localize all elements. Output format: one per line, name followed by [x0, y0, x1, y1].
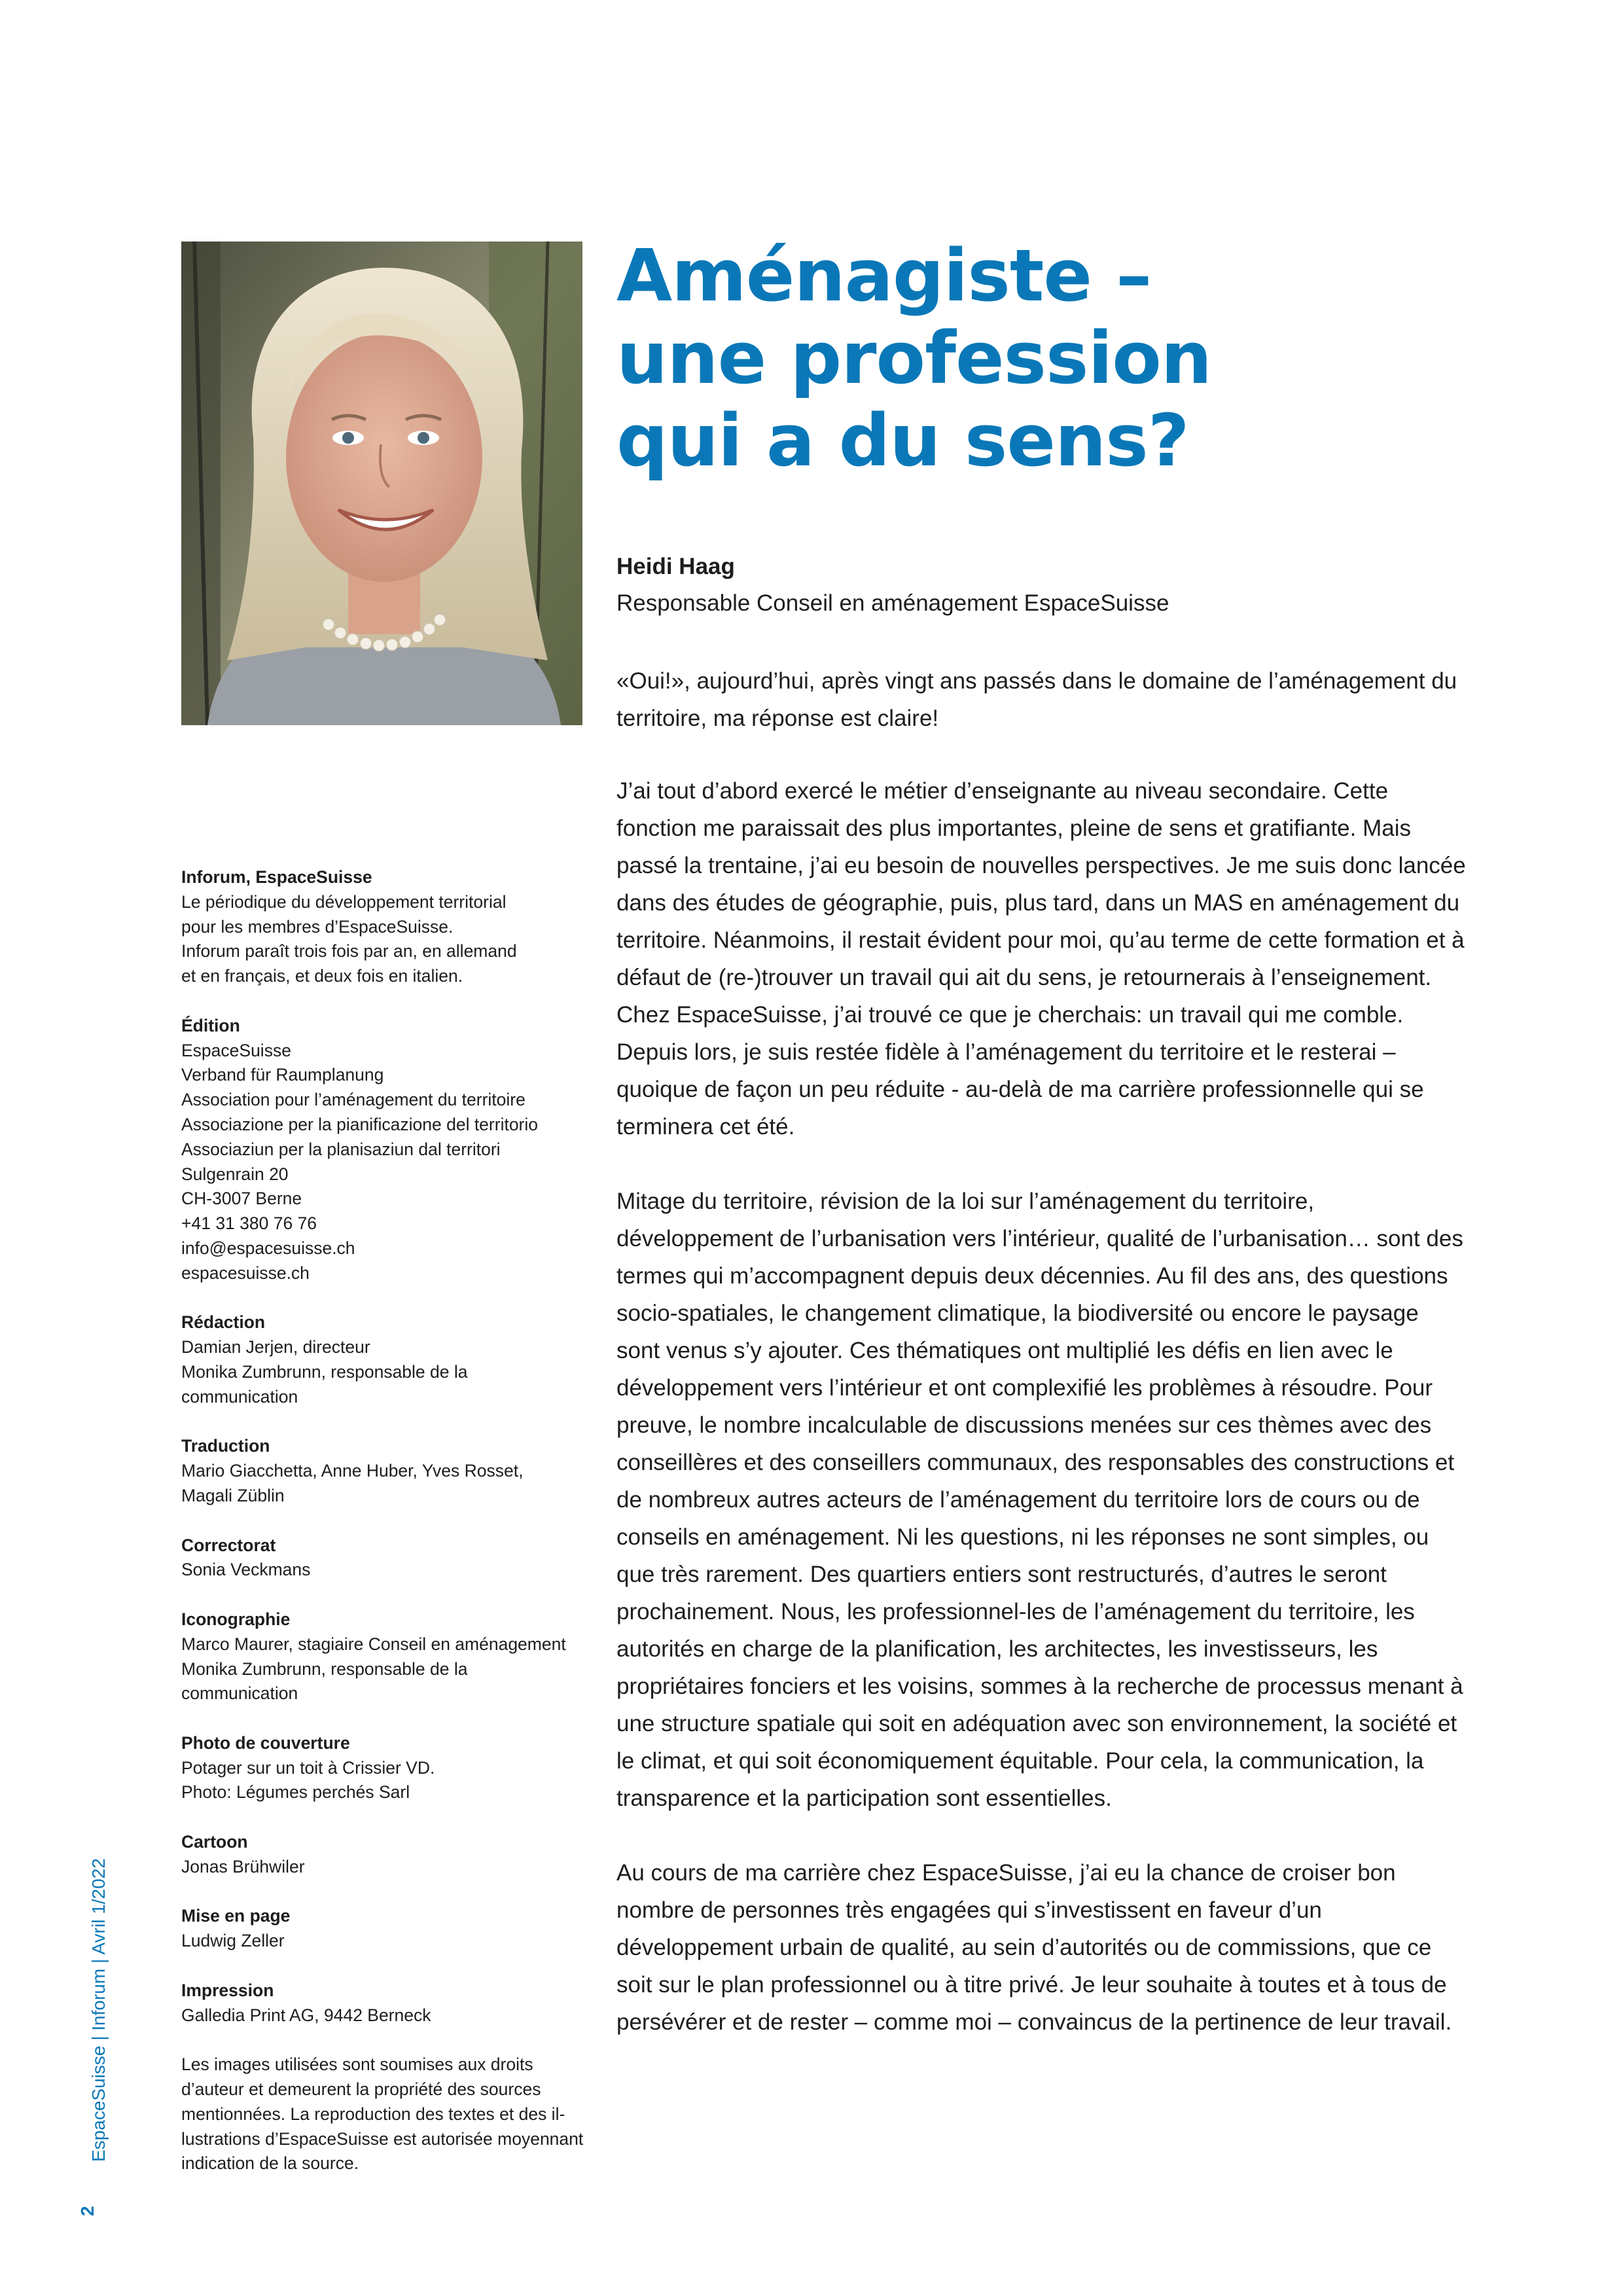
- author-name: Heidi Haag: [616, 554, 735, 579]
- article-body: [616, 772, 1467, 2078]
- impressum-column: [181, 865, 587, 2201]
- impressum-line: pour les membres d’EspaceSuisse.: [181, 916, 454, 937]
- impressum-line: espacesuisse.ch: [181, 1263, 310, 1283]
- impressum-line: Associaziun per la planisaziun dal territori: [181, 1139, 501, 1159]
- impressum-line: Sulgenrain 20: [181, 1164, 289, 1184]
- impressum-block: [181, 1904, 587, 1954]
- impressum-heading: Édition: [181, 1015, 240, 1035]
- title-line-3: qui a du sens?: [616, 399, 1189, 482]
- impressum-heading: Iconographie: [181, 1609, 291, 1629]
- body-paragraph: Au cours de ma carrière chez EspaceSuisse, j’ai eu la chance de croiser bon nombre de personnes très engagées qui s’investissent en faveur d’un développement urbain de qualité, au sein d’autorités ou de commissions, que ce soit sur le plan professionnel ou à titre privé. Je leur souhaite à toutes et à tous de persévérer et de rester – comme moi – convaincus de la pertinence de leur travail.: [616, 1860, 1452, 2035]
- impressum-line: d’auteur et demeurent la propriété des sources: [181, 2079, 541, 2100]
- body-paragraph: Mitage du territoire, révision de la loi sur l’aménagement du territoire, développement de l’urbanisation vers l’intérieur, qualité de l’urbanisation… sont des termes qui m’accompagnent depuis deux décennies. Au fil des ans, des questions socio-spatiales, le changement climatique, la biodiversité ou encore le paysage sont venus s’y ajouter. Ces thématiques ont multiplié les défis en lien avec le développement vers l’intérieur et ont complexifié les problèmes à résoudre. Pour preuve, le nombre incalculable de discussions menées sur ces thèmes avec des conseillères et des conseillers communaux, des responsables des constructions et de nombreux autres acteurs de l’aménagement du territoire lors de cours ou de conseils en aménagement. Ni les questions, ni les réponses ne sont simples, ou que très rarement. Des quartiers entiers sont restructurés, d’autres le seront prochainement. Nous, les professionnel-les de l’aménagement du territoire, les autorités en charge de la planification, les architectes, les investisseurs, les propriétaires fonciers et les voisins, sommes à la recherche de processus menant à une structure spatiale qui soit en adéquation avec son environnement, la société et le climat, et qui soit économiquement équitable. Pour cela, la communication, la transparence et la participation sont essentielles.: [616, 1189, 1463, 1811]
- portrait-illustration: [181, 242, 582, 725]
- impressum-block: [181, 2053, 587, 2176]
- impressum-block: [181, 1434, 587, 1508]
- impressum-block: [181, 1014, 587, 1286]
- impressum-line: Association pour l’aménagement du territoire: [181, 1090, 526, 1110]
- impressum-heading: Impression: [181, 1980, 274, 2000]
- impressum-line: indication de la source.: [181, 2153, 359, 2174]
- impressum-line: Verband für Raumplanung: [181, 1065, 384, 1085]
- impressum-line: Monika Zumbrunn, responsable de la: [181, 1659, 468, 1679]
- impressum-line: info@espacesuisse.ch: [181, 1238, 355, 1258]
- impressum-line: Le périodique du développement territorial: [181, 891, 507, 912]
- impressum-line: Jonas Brühwiler: [181, 1856, 305, 1876]
- impressum-line: communication: [181, 1386, 298, 1407]
- impressum-block: [181, 1731, 587, 1805]
- body-paragraph: J’ai tout d’abord exercé le métier d’enseignante au niveau secondaire. Cette fonction me paraissait des plus importantes, pleine de sens et gratifiante. Mais passé la trentaine, j’ai eu besoin de nouvelles perspectives. Je me suis donc lancée dans des études de géographie, puis, plus tard, dans un MAS en aménagement du territoire. Néanmoins, il restait évident pour moi, qu’au terme de cette formation et à défaut de (re-)trouver un travail qui ait du sens, je retournerais à l’enseignement. Chez EspaceSuisse, j’ai trouvé ce que je cherchais: un travail qui me comble. Depuis lors, je suis restée fidèle à l’aménagement du territoire et le resterai – quoique de façon un peu réduite - au-delà de ma carrière professionnelle qui se terminera cet été.: [616, 778, 1466, 1139]
- impressum-line: Les images utilisées sont soumises aux droits: [181, 2054, 533, 2075]
- impressum-block: [181, 865, 587, 989]
- impressum-line: Potager sur un toit à Crissier VD.: [181, 1757, 435, 1778]
- impressum-line: Mario Giacchetta, Anne Huber, Yves Rosset,: [181, 1461, 524, 1481]
- publication-side-label: EspaceSuisse | Inforum | Avril 1/2022: [88, 1858, 109, 2162]
- impressum-line: EspaceSuisse: [181, 1040, 291, 1060]
- impressum-block: [181, 1607, 587, 1706]
- impressum-block: [181, 1534, 587, 1583]
- impressum-line: Galledia Print AG, 9442 Berneck: [181, 2005, 431, 2025]
- impressum-heading: Mise en page: [181, 1906, 291, 1926]
- impressum-heading: Traduction: [181, 1436, 270, 1456]
- impressum-line: Monika Zumbrunn, responsable de la: [181, 1361, 468, 1382]
- impressum-block: [181, 1830, 587, 1880]
- impressum-line: Inforum paraît trois fois par an, en allemand: [181, 941, 517, 961]
- impressum-line: et en français, et deux fois en italien.: [181, 966, 463, 986]
- article-title: [616, 234, 1467, 482]
- impressum-block: [181, 1979, 587, 2028]
- author-portrait-photo: [181, 242, 582, 725]
- impressum-line: lustrations d’EspaceSuisse est autorisée moyennant: [181, 2128, 584, 2149]
- impressum-line: mentionnées. La reproduction des textes et des il-: [181, 2104, 565, 2124]
- impressum-heading: Cartoon: [181, 1832, 248, 1852]
- impressum-line: +41 31 380 76 76: [181, 1213, 317, 1234]
- impressum-line: Photo: Légumes perchés Sarl: [181, 1782, 410, 1803]
- title-line-2: une profession: [616, 316, 1212, 400]
- impressum-line: Magali Züblin: [181, 1485, 285, 1505]
- impressum-heading: Photo de couverture: [181, 1732, 350, 1753]
- author-role: Responsable Conseil en aménagement EspaceSuisse: [616, 590, 1169, 616]
- title-line-1: Aménagiste –: [616, 234, 1152, 317]
- impressum-line: Marco Maurer, stagiaire Conseil en aménagement: [181, 1634, 566, 1654]
- impressum-line: CH-3007 Berne: [181, 1189, 302, 1209]
- impressum-line: Sonia Veckmans: [181, 1560, 311, 1580]
- impressum-block: [181, 1310, 587, 1409]
- lead-paragraph: «Oui!», aujourd’hui, après vingt ans passés dans le domaine de l’aménagement du territoire, ma réponse est claire!: [616, 668, 1457, 731]
- impressum-line: Damian Jerjen, directeur: [181, 1337, 370, 1357]
- impressum-line: communication: [181, 1683, 298, 1704]
- impressum-heading: Rédaction: [181, 1312, 266, 1333]
- impressum-heading: Inforum, EspaceSuisse: [181, 867, 372, 887]
- impressum-heading: Correctorat: [181, 1535, 276, 1555]
- impressum-line: Ludwig Zeller: [181, 1931, 285, 1951]
- page-number: 2: [77, 2206, 98, 2216]
- impressum-line: Associazione per la pianificazione del territorio: [181, 1114, 539, 1134]
